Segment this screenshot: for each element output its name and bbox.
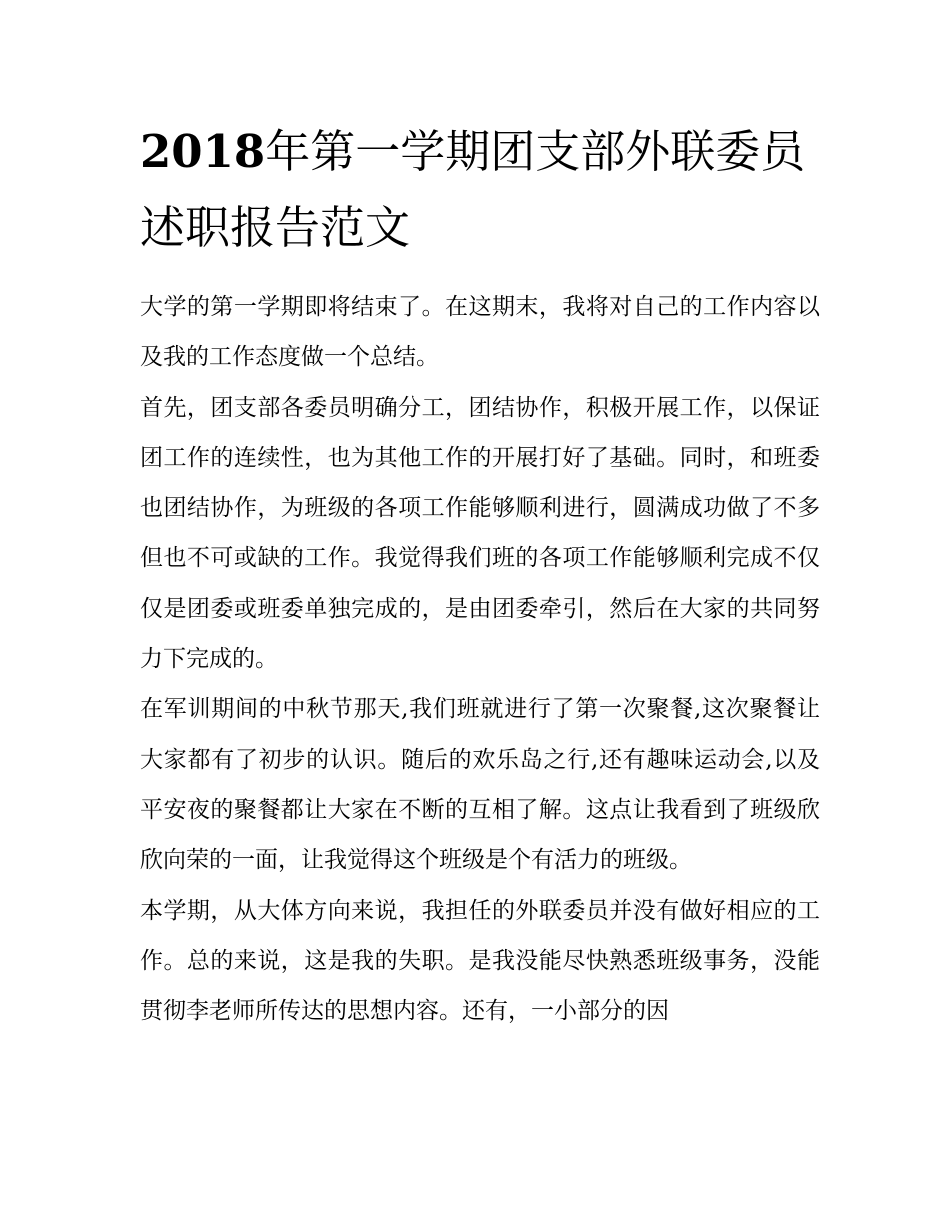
title-year: 2018 (140, 125, 266, 178)
paragraph-2: 首先，团支部各委员明确分工，团结协作，积极开展工作，以保证团工作的连续性，也为其他工作的开展打好了基础。同时，和班委也团结协作，为班级的各项工作能够顺利进行，圆满成功做了不多但也不可或缺的工作。我觉得我们班的各项工作能够顺利完成不仅仅是团委或班委单独完成的，是由团委牵引，然后在大家的共同努力下完成的。 (140, 394, 820, 673)
paragraph-3: 在军训期间的中秋节那天,我们班就进行了第一次聚餐,这次聚餐让大家都有了初步的认识。随后的欢乐岛之行,还有趣味运动会,以及平安夜的聚餐都让大家在不断的互相了解。这点让我看到了班级欣欣向荣的一面，让我觉得这个班级是个有活力的班级。 (140, 696, 820, 874)
paragraph-4: 本学期，从大体方向来说，我担任的外联委员并没有做好相应的工作。总的来说，这是我的失职。是我没能尽快熟悉班级事务，没能贯彻李老师所传达的思想内容。还有，一小部分的因 (140, 897, 820, 1025)
document-title (140, 114, 820, 266)
title-text: 年第一学期团支部外联委员述职报告范文 (140, 125, 806, 254)
paragraph-1: 大学的第一学期即将结束了。在这期末，我将对自己的工作内容以及我的工作态度做一个总结。 (140, 294, 820, 371)
document-body (140, 114, 820, 1036)
